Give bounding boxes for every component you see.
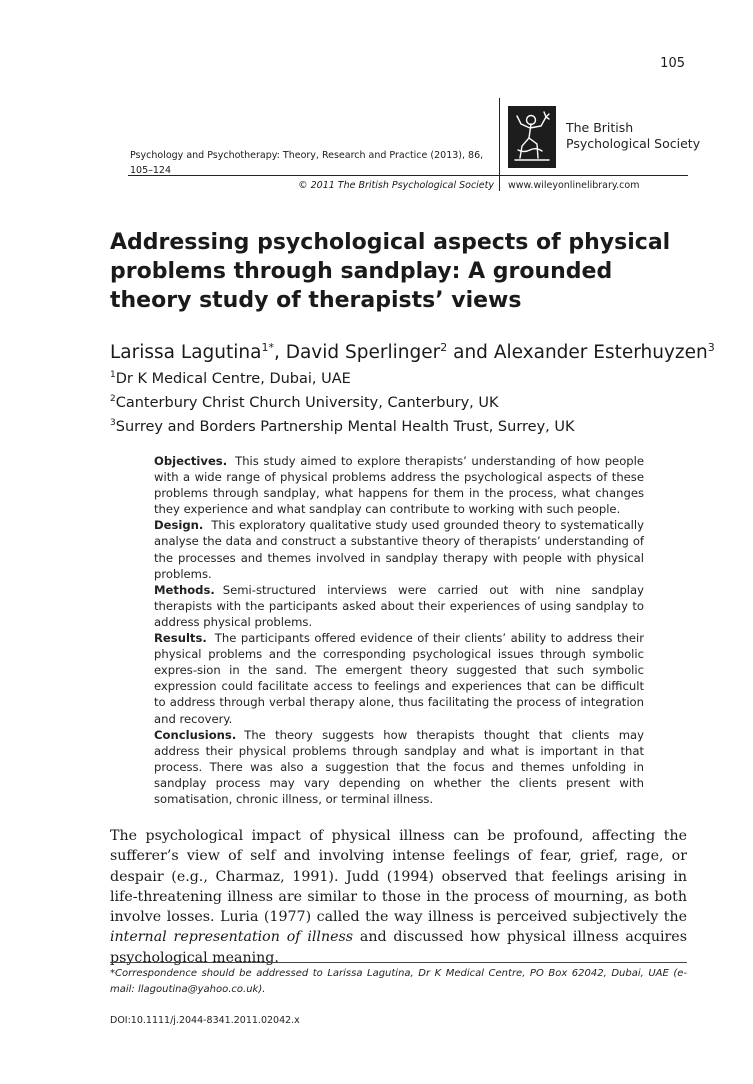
abstract-label: Methods. <box>154 582 215 597</box>
footnote-divider <box>110 962 687 963</box>
author-separator: , <box>273 342 286 363</box>
affiliation-text: Surrey and Borders Partnership Mental Health Trust, Surrey, UK <box>115 419 575 435</box>
affiliation-sup: 2 <box>110 394 116 404</box>
affiliation-sup: 1 <box>110 370 116 380</box>
abstract-design <box>154 517 644 581</box>
affiliation-1 <box>110 365 710 389</box>
abstract-label: Results. <box>154 631 207 646</box>
author-name: Larissa Lagutina <box>110 342 262 363</box>
affiliation-3 <box>110 413 710 437</box>
affiliation-text: Dr K Medical Centre, Dubai, UAE <box>115 371 351 387</box>
author-sup: 3 <box>707 341 715 354</box>
author-name: David Sperlinger <box>285 342 441 363</box>
copyright-notice: © 2011 The British Psychological Society <box>298 180 494 191</box>
page-number: 105 <box>660 56 685 71</box>
body-text-part1: The psychological impact of physical illness can be profound, affecting the sufferer’s view of self and involving intense feelings of fear, grief, rage, or despair (e.g., Charmaz, 1991). Judd (1994) observed that feelings arising in life-threatening illness are similar to those in the process of mourning, as both involve losses. Luria (1977) called the way illness is perceived subjectively the <box>110 828 687 926</box>
author-list <box>110 336 715 365</box>
society-name-line2: Psychological Society <box>566 136 701 151</box>
body-text-italic: internal representation of illness <box>110 929 354 946</box>
website-link[interactable]: www.wileyonlinelibrary.com <box>508 180 640 191</box>
body-text-part2: and discussed how physical illness acquires psychological meaning. <box>110 929 687 966</box>
abstract-label: Design. <box>154 518 204 533</box>
abstract-objectives <box>154 453 644 517</box>
abstract-text: This exploratory qualitative study used grounded theory to systematically analyse the data and construct a substantive theory of therapists’ understanding of the processes and themes involved in sandplay therapy with people with physical problems. <box>154 518 644 581</box>
correspondence-footnote: *Correspondence should be addressed to Larissa Lagutina, Dr K Medical Centre, PO Box 62042, Dubai, UAE (e-mail: llagoutina@yahoo.co.uk). <box>110 968 687 995</box>
affiliation-text: Canterbury Christ Church University, Canterbury, UK <box>115 395 499 411</box>
affiliation-list <box>110 365 710 437</box>
author-sup: 1* <box>261 341 274 354</box>
abstract-label: Conclusions. <box>154 727 237 742</box>
affiliation-sup: 3 <box>110 418 116 428</box>
abstract-methods <box>154 582 644 630</box>
abstract-label: Objectives. <box>154 454 228 468</box>
abstract-text: Semi-structured interviews were carried out with nine sandplay therapists with the participants asked about their experiences of using sandplay to address physical problems. <box>154 582 644 629</box>
journal-header <box>130 148 494 193</box>
abstract <box>154 453 644 807</box>
header-divider-vertical <box>499 98 500 191</box>
affiliation-2 <box>110 389 710 413</box>
author-1 <box>110 342 286 363</box>
abstract-text: The theory suggests how therapists thought that clients may address their physical problems through sandplay and what is important in that process. There was also a suggestion that the focus and themes unfolding in sandplay process may vary depending on whether the clients present with somatisation, chronic illness, or terminal illness. <box>154 727 644 806</box>
article-title: Addressing psychological aspects of physical problems through sandplay: A grounded theory study of therapists’ views <box>110 230 671 313</box>
society-name-line1: The British <box>566 120 634 135</box>
author-separator: and <box>447 342 494 363</box>
abstract-text: The participants offered evidence of their clients’ ability to address their physical problems and the corresponding psychological issues through symbolic expres-sion in the sand. The emergent theory suggested that such symbolic expression could facilitate access to feelings and experiences that can be difficult to address through verbal therapy alone, thus facilitating the process of integration and recovery. <box>154 631 644 726</box>
header-divider <box>128 175 688 176</box>
abstract-conclusions <box>154 727 644 807</box>
author-3 <box>494 342 715 363</box>
doi[interactable]: DOI:10.1111/j.2044-8341.2011.02042.x <box>110 1015 300 1026</box>
author-2 <box>286 342 494 363</box>
journal-citation: Psychology and Psychotherapy: Theory, Research and Practice (2013), 86, 105–124 <box>130 150 484 176</box>
abstract-text: This study aimed to explore therapists’ understanding of how people with a wide range of physical problems address the psychological aspects of these problems through sandplay, what happens for them in the process, what changes they experience and what sandplay can contribute to working with such people. <box>154 454 644 517</box>
body-paragraph <box>110 826 687 968</box>
society-logo-icon <box>508 106 556 168</box>
author-name: Alexander Esterhuyzen <box>493 342 708 363</box>
society-name <box>566 120 700 152</box>
author-sup: 2 <box>440 341 448 354</box>
abstract-results <box>154 630 644 727</box>
